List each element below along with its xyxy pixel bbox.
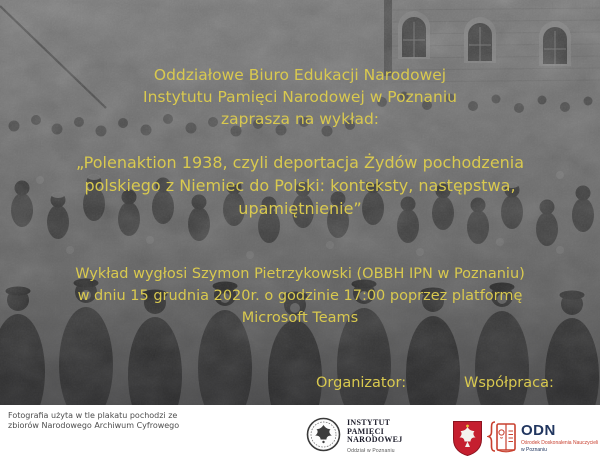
details-line: Microsoft Teams	[241, 310, 359, 326]
title-line: polskiego z Niemiec do Polski: konteksty, następstwa,	[84, 176, 516, 195]
title-line: „Polenaktion 1938, czyli deportacja Żydów pochodzenia	[75, 153, 525, 172]
details-line: w dniu 15 grudnia 2020r. o godzinie 17:00 poprzez platformę	[77, 288, 523, 304]
photo-credit	[8, 411, 179, 431]
odn-abbr: ODN	[521, 422, 556, 439]
ipn-text-line: NARODOWEJ	[347, 435, 403, 444]
photo-credit-line: zbiorów Narodowego Archiwum Cyfrowego	[8, 421, 180, 430]
odn-city-line: w Poznaniu	[521, 447, 547, 453]
lecture-title	[0, 151, 600, 220]
ipn-seal-icon	[306, 417, 341, 452]
organizer-label: Organizator:	[316, 375, 407, 391]
odn-name-line: Ośrodek Doskonalenia Nauczycieli	[521, 440, 599, 446]
cooperation-label: Współpraca:	[464, 375, 554, 391]
ipn-logo-text	[347, 419, 403, 455]
coat-of-arms	[452, 420, 483, 460]
ipn-text-line: INSTYTUT	[347, 418, 391, 427]
odn-book-icon	[487, 419, 517, 455]
footer-strip	[0, 405, 600, 460]
white-eagle-shield-icon	[452, 420, 483, 457]
odn-logo	[487, 419, 598, 455]
ipn-logo	[306, 417, 403, 455]
intro-line: Instytutu Pamięci Narodowej w Poznaniu	[143, 88, 457, 106]
photo-credit-line: Fotografia użyta w tle plakatu pochodzi ze	[8, 411, 178, 420]
ipn-text-line: PAMIĘCI	[347, 426, 385, 436]
intro-line: zaprasza na wykład:	[220, 110, 380, 128]
intro-line: Oddziałowe Biuro Edukacji Narodowej	[153, 66, 447, 84]
lecture-details	[0, 263, 600, 329]
details-line: Wykład wygłosi Szymon Pietrzykowski (OBBH IPN w Poznaniu)	[75, 266, 525, 282]
title-line: upamiętnienie”	[238, 199, 362, 218]
ipn-branch-label: Oddział w Poznaniu	[347, 447, 395, 454]
intro-text	[0, 64, 600, 130]
odn-logo-text	[521, 423, 598, 453]
